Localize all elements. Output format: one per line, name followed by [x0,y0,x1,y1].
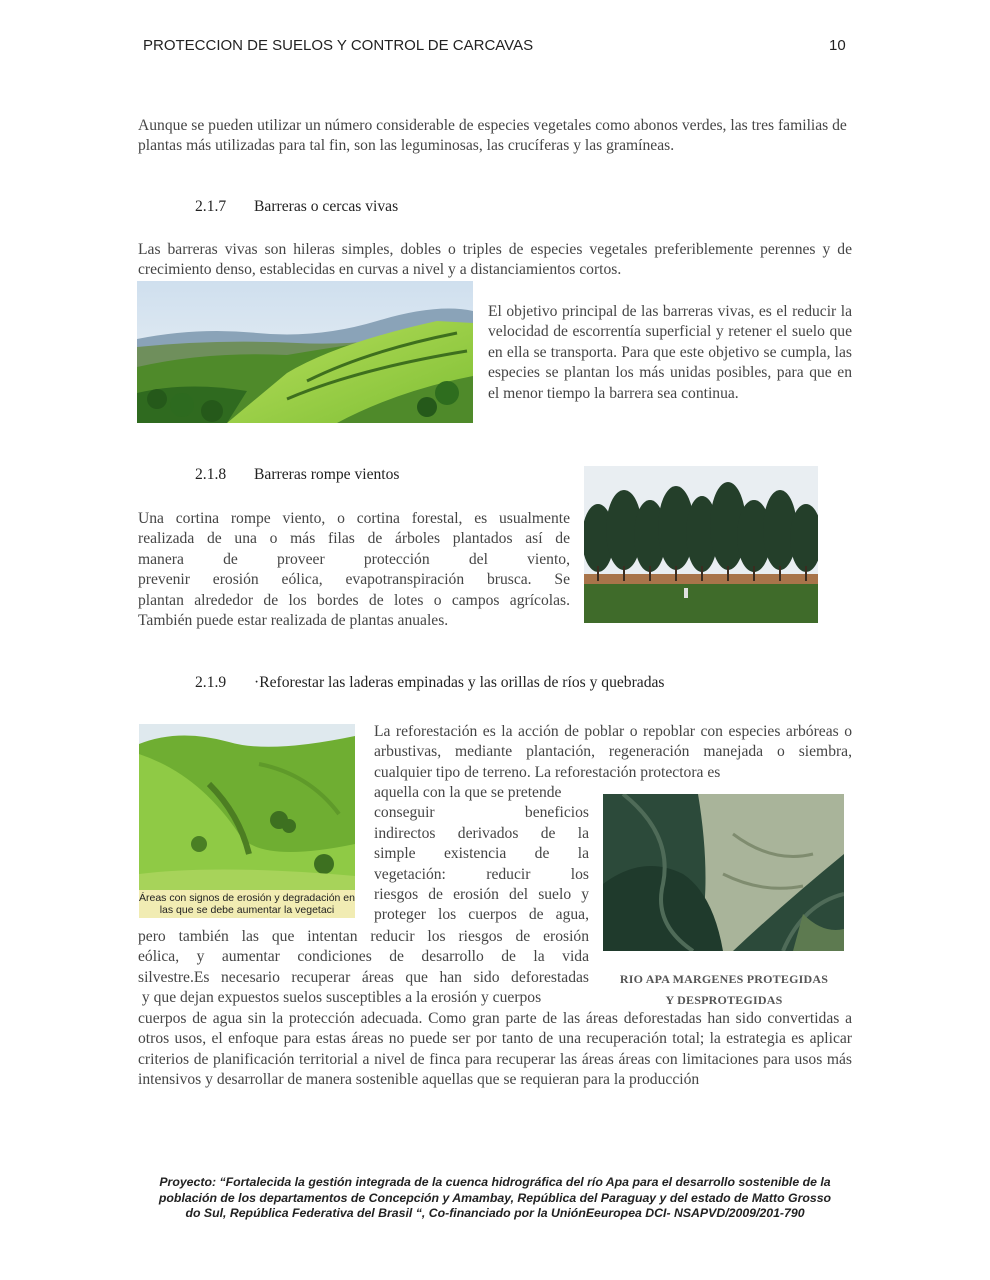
reforestacion-paragraph-bottom: cuerpos de agua sin la protección adecuada. Como gran parte de las áreas deforestadas han sido convertidas a otros usos, el enfoque para estas áreas no puede ser por tanto de una recuperación total; la estrategia es aplicar criterios de planificación territorial a nivel de finca para recuperar las áreas áreas con limitaciones para usos más intensivos y desarrollar de manera sostenible aquellas que se requieran para la producción [138,1010,852,1089]
rompe-vientos-line: realizada de una o más filas de árboles plantados así de [138,530,570,548]
running-header-title: PROTECCION DE SUELOS Y CONTROL DE CARCAVAS [143,37,534,54]
rompe-vientos-line: Una cortina rompe viento, o cortina forestal, es usualmente [138,510,570,527]
section-number-2-1-8: 2.1.8 [195,466,227,483]
reforestacion-line: y que dejan expuestos suelos susceptibles a la erosión y cuerpos [138,989,542,1007]
footer-line: población de los departamentos de Concepción y Amambay, República del Paraguay y del estado de Matto Grosso [158,1190,832,1205]
rio-apa-caption-line-1: RIO APA MARGENES PROTEGIDAS [619,972,829,986]
section-title-rompe-vientos: Barreras rompe vientos [254,466,400,483]
reforestacion-line: vegetación: reducir los [374,865,589,883]
reforestacion-line: simple existencia de la [374,845,589,863]
reforestacion-line: silvestre.Es necesario recuperar áreas que han sido deforestadas [138,968,589,986]
barreras-vivas-paragraph-2: El objetivo principal de las barreras vivas, es el reducir la velocidad de escorrentía superficial y retener el suelo que en ella se transporta. Para que este objetivo se cumpla, las especies se plantan los más unidas posibles, para que en el menor tiempo la barrera sea continua. [488,303,852,402]
section-title-barreras-vivas: Barreras o cercas vivas [254,198,399,215]
section-number-2-1-9: 2.1.9 [195,674,227,691]
reforestacion-paragraph-top: La reforestación es la acción de poblar o repoblar con especies arbóreas o arbustivas, mediante plantación, regeneración manejada o siembra, cualquier tipo de terreno. La reforestación protectora es [374,723,852,781]
footer-line: do Sul, República Federativa del Brasil “, Co-financiado por la UniónEeuropea DCI- NSAPVD/2009/201-790 [185,1206,805,1221]
living-barriers-photo [137,281,473,423]
eroded-hills-caption: Áreas con signos de erosión y degradación en las que se debe aumentar la vegetaci [139,892,355,916]
reforestacion-line: eólica, y aumentar condiciones de desarrollo de la vida [138,948,589,966]
reforestacion-line: riesgos de erosión del suelo y [374,886,589,904]
rompe-vientos-line: plantan alrededor de los bordes de lotes o campos agrícolas. [138,591,570,609]
rio-apa-caption-line-2: Y DESPROTEGIDAS [665,993,783,1007]
reforestacion-line: indirectos derivados de la [374,824,589,842]
reforestacion-mid-column [138,927,589,1009]
section-number-2-1-7: 2.1.7 [195,198,227,215]
project-footer [135,1175,855,1222]
reforestacion-line: pero también las que intentan reducir los riesgos de erosión [138,928,589,945]
section-title-reforestar: ·Reforestar las laderas empinadas y las orillas de ríos y quebradas [254,674,665,691]
rompe-vientos-line: prevenir erosión eólica, evapotranspiración brusca. Se [138,571,570,589]
rompe-vientos-line: manera de proveer protección del viento, [138,550,570,568]
footer-line: Proyecto: “Fortalecida la gestión integrada de la cuenca hidrográfica del río Apa para el desarrollo sostenible de la [159,1175,831,1189]
reforestacion-line: conseguir beneficios [374,804,589,822]
reforestacion-line: proteger los cuerpos de agua, [374,906,589,924]
reforestacion-line: aquella con la que se pretende [374,784,562,801]
rompe-vientos-paragraph [138,509,570,631]
rio-apa-aerial-photo [603,794,844,951]
page-number: 10 [829,37,846,54]
reforestacion-narrow-column [374,783,589,926]
intro-paragraph: Aunque se pueden utilizar un número considerable de especies vegetales como abonos verdes, las tres familias de plantas más utilizadas para tal fin, son las leguminosas, las crucíferas y las gramíneas. [138,117,847,155]
barreras-vivas-paragraph-1: Las barreras vivas son hileras simples, dobles o triples de especies vegetales preferiblemente perennes y de crecimiento denso, establecidas en curvas a nivel y a distanciamientos cortos. [138,241,852,279]
windbreak-photo [584,466,818,623]
rompe-vientos-line: También puede estar realizada de plantas anuales. [138,612,449,630]
eroded-hills-photo [139,724,355,918]
